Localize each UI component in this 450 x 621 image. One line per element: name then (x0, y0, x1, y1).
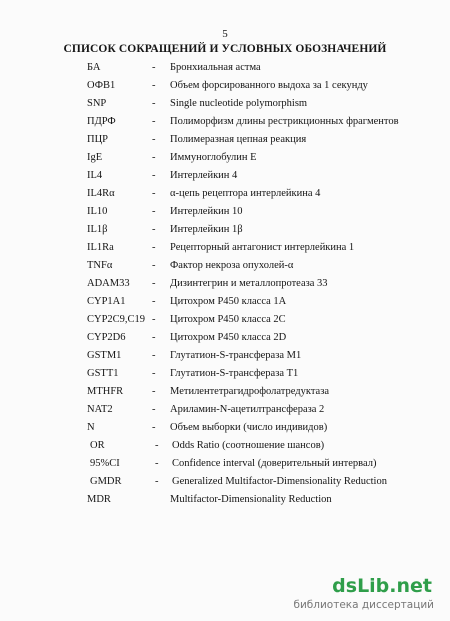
abbreviation-dash: - (152, 296, 156, 307)
abbreviation-row (0, 241, 450, 259)
abbreviation-definition: Цитохром Р450 класса 2С (170, 314, 286, 325)
abbreviation-row (0, 457, 450, 475)
abbreviation-definition: Полиморфизм длины рестрикционных фрагментов (170, 116, 399, 127)
abbreviation-dash: - (155, 476, 159, 487)
abbreviation-definition: Метилентетрагидрофолатредуктаза (170, 386, 330, 397)
abbreviation-dash: - (152, 332, 156, 343)
abbreviation-definition: Single nucleotide polymorphism (170, 98, 308, 109)
abbreviation-term: IL4 (87, 170, 103, 181)
page-number: 5 (222, 28, 228, 40)
abbreviation-dash: - (152, 224, 156, 235)
abbreviation-row (0, 151, 450, 169)
abbreviation-row (0, 439, 450, 457)
abbreviation-dash: - (152, 98, 156, 109)
abbreviation-row (0, 313, 450, 331)
abbreviation-row (0, 367, 450, 385)
abbreviation-definition: Глутатион-S-трансфераза М1 (170, 350, 302, 361)
abbreviation-row (0, 349, 450, 367)
abbreviation-dash: - (152, 134, 156, 145)
abbreviation-term: CYP1A1 (87, 296, 126, 307)
abbreviation-definition: Фактор некроза опухолей-α (170, 260, 294, 271)
abbreviation-term: 95%CI (90, 458, 120, 469)
abbreviation-definition: Generalized Multifactor-Dimensionality Reduction (172, 476, 387, 487)
abbreviation-definition: Ариламин-N-ацетилтрансфераза 2 (170, 404, 325, 415)
abbreviation-definition: Confidence interval (доверительный интервал) (172, 458, 377, 469)
abbreviation-definition: Интерлейкин 10 (170, 206, 243, 217)
abbreviation-dash: - (152, 350, 156, 361)
abbreviation-term: SNP (87, 98, 107, 109)
abbreviation-definition: Интерлейкин 4 (170, 170, 238, 181)
abbreviation-dash: - (152, 386, 156, 397)
abbreviation-dash: - (155, 458, 159, 469)
abbreviation-term: ПЦР (87, 134, 109, 145)
abbreviation-row (0, 205, 450, 223)
abbreviation-term: CYP2C9,C19 (87, 314, 146, 325)
abbreviation-definition: Бронхиальная астма (170, 62, 261, 73)
abbreviation-row (0, 187, 450, 205)
abbreviation-term: IL1β (87, 224, 108, 235)
abbreviation-definition: Объем форсированного выдоха за 1 секунду (170, 80, 368, 91)
abbreviation-row (0, 385, 450, 403)
abbreviation-dash: - (152, 260, 156, 271)
abbreviation-term: GSTM1 (87, 350, 122, 361)
abbreviation-dash: - (152, 188, 156, 199)
abbreviation-term: IL4Rα (87, 188, 115, 199)
abbreviation-row (0, 61, 450, 79)
abbreviation-term: ПДРФ (87, 116, 116, 127)
abbreviation-dash: - (152, 368, 156, 379)
abbreviation-term: MDR (87, 494, 111, 505)
abbreviation-term: OR (90, 440, 105, 451)
page-heading: СПИСОК СОКРАЩЕНИЙ И УСЛОВНЫХ ОБОЗНАЧЕНИЙ (63, 43, 387, 55)
abbreviation-term: N (87, 422, 95, 433)
abbreviation-dash: - (152, 404, 156, 415)
dslib-watermark-logo[interactable] (288, 575, 440, 613)
abbreviation-row (0, 421, 450, 439)
abbreviation-row (0, 223, 450, 241)
abbreviation-dash: - (152, 206, 156, 217)
abbreviation-term: ОФВ1 (87, 80, 116, 91)
watermark-tagline: библиотека диссертаций (293, 599, 434, 611)
abbreviation-term: CYP2D6 (87, 332, 126, 343)
abbreviation-term: IL10 (87, 206, 108, 217)
abbreviation-definition: Multifactor-Dimensionality Reduction (170, 494, 332, 505)
abbreviation-row (0, 133, 450, 151)
abbreviation-term: NAT2 (87, 404, 113, 415)
watermark-brand: dsLib.net (332, 575, 432, 597)
abbreviation-definition: Цитохром Р450 класса 1А (170, 296, 287, 307)
abbreviation-definition: Полимеразная цепная реакция (170, 134, 307, 145)
abbreviation-dash: - (152, 170, 156, 181)
abbreviation-definition: α-цепь рецептора интерлейкина 4 (170, 188, 321, 199)
abbreviation-definition: Дизинтегрин и металлопротеаза 33 (170, 278, 328, 289)
abbreviation-definition: Глутатион-S-трансфераза Т1 (170, 368, 299, 379)
abbreviation-row (0, 115, 450, 133)
abbreviation-dash: - (152, 80, 156, 91)
abbreviation-term: MTHFR (87, 386, 124, 397)
abbreviation-row (0, 475, 450, 493)
abbreviation-term: TNFα (87, 260, 113, 271)
abbreviation-definition: Рецепторный антагонист интерлейкина 1 (170, 242, 355, 253)
abbreviation-dash: - (152, 242, 156, 253)
abbreviation-definition: Odds Ratio (соотношение шансов) (172, 440, 325, 451)
abbreviation-row (0, 97, 450, 115)
abbreviation-definition: Иммуноглобулин Е (170, 152, 257, 163)
abbreviation-row (0, 295, 450, 313)
abbreviation-row (0, 169, 450, 187)
abbreviation-row (0, 79, 450, 97)
abbreviation-row (0, 277, 450, 295)
abbreviation-definition: Объем выборки (число индивидов) (170, 422, 328, 433)
abbreviation-row (0, 259, 450, 277)
abbreviation-definition: Интерлейкин 1β (170, 224, 243, 235)
abbreviation-term: IL1Ra (87, 242, 114, 253)
abbreviation-term: БА (87, 62, 101, 73)
abbreviation-dash: - (152, 116, 156, 127)
abbreviation-row (0, 403, 450, 421)
abbreviation-term: GSTT1 (87, 368, 119, 379)
abbreviation-row (0, 331, 450, 349)
abbreviation-dash: - (152, 314, 156, 325)
abbreviation-term: ADAM33 (87, 278, 130, 289)
abbreviation-dash: - (152, 278, 156, 289)
abbreviation-dash: - (152, 62, 156, 73)
abbreviation-term: GMDR (90, 476, 122, 487)
abbreviation-dash: - (155, 440, 159, 451)
abbreviation-row (0, 493, 450, 511)
abbreviation-dash: - (152, 422, 156, 433)
abbreviation-term: IgE (87, 152, 103, 163)
abbreviation-definition: Цитохром Р450 класса 2D (170, 332, 287, 343)
abbreviation-dash: - (152, 152, 156, 163)
